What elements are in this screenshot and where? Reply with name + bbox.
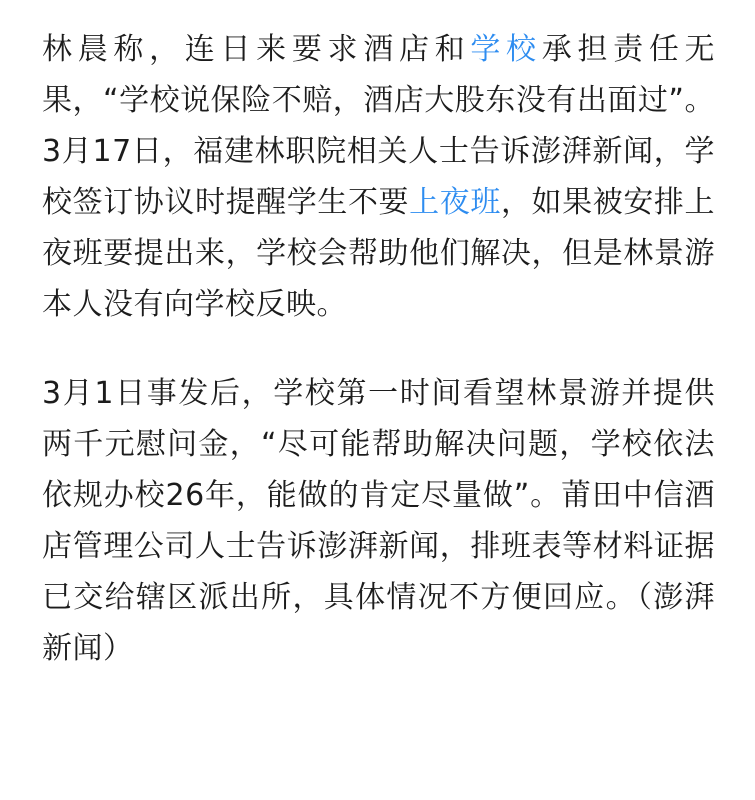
text-run: 承担责任无果，“学校说保险不赔，酒店大股东没有出面过”。3月17日，福建林职院相关人士告诉澎湃新闻，学校签订协议时提醒学生不要 bbox=[42, 32, 716, 220]
article-paragraph-1 bbox=[42, 24, 715, 330]
text-run: 3月1日事发后，学校第一时间看望林景游并提供两千元慰问金，“尽可能帮助解决问题，学校依法依规办校26年，能做的肯定尽量做”。莆田中信酒店管理公司人士告诉澎湃新闻，排班表等材料证据已交给辖区派出所，具体情况不方便回应。（澎湃新闻） bbox=[42, 376, 715, 666]
inline-link[interactable]: 上夜班 bbox=[409, 185, 501, 220]
text-run: ，如果被安排上夜班要提出来，学校会帮助他们解决，但是林景游本人没有向学校反映。 bbox=[42, 185, 716, 322]
text-run: 林晨称，连日来要求酒店和 bbox=[42, 32, 471, 67]
inline-link[interactable]: 学校 bbox=[470, 32, 542, 67]
article-paragraph-2 bbox=[42, 368, 715, 674]
